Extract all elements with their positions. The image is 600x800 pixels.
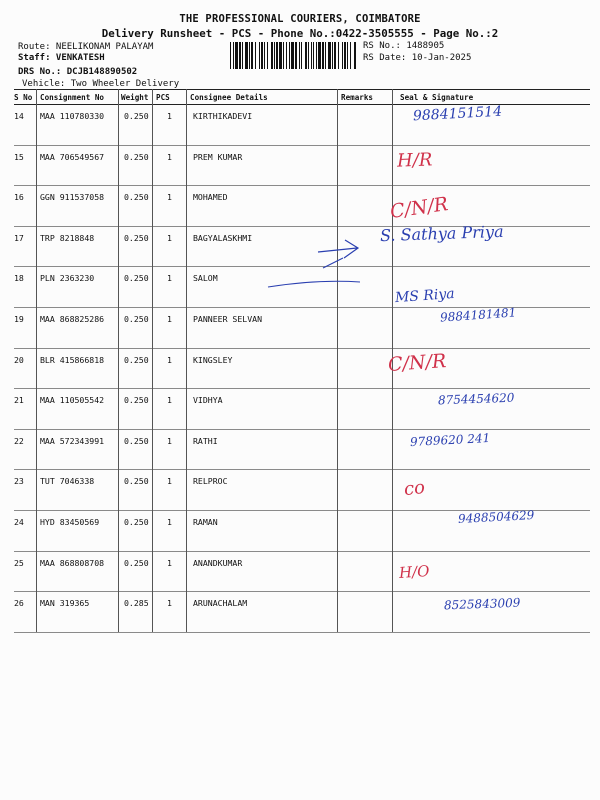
row-sno: 26 (14, 598, 24, 609)
col-sno: S No (14, 93, 33, 102)
row-consignment: TUT 7046338 (40, 476, 95, 487)
runsheet-subtitle: Delivery Runsheet - PCS - Phone No.:0422-3505555 - Page No.:2 (101, 27, 499, 40)
signature-mark: 8754454620 (437, 390, 515, 408)
row-pcs: 1 (167, 314, 172, 324)
row-consignee: BAGYALASKHMI (193, 232, 253, 243)
row-weight: 0.250 (124, 517, 149, 527)
row-pcs: 1 (167, 598, 172, 609)
staff-label: Staff: VENKATESH (18, 53, 105, 63)
col-remarks: Remarks (341, 93, 374, 102)
row-sno: 18 (14, 273, 24, 284)
row-consignment: MAN 319365 (40, 598, 90, 609)
row-consignee: RELPROC (193, 476, 228, 487)
row-sno: 17 (14, 232, 24, 243)
row-sno: 21 (14, 395, 24, 406)
col-seal: Seal & Signature (400, 93, 474, 102)
row-sno: 15 (14, 151, 24, 162)
signature-mark: 9884151514 (412, 103, 503, 125)
row-sno: 25 (14, 557, 24, 568)
col-weight: Weight (121, 93, 149, 102)
row-pcs: 1 (167, 111, 172, 121)
row-pcs: 1 (167, 476, 172, 487)
row-consignee: KINGSLEY (193, 354, 233, 365)
row-weight: 0.250 (124, 435, 149, 446)
row-weight: 0.250 (124, 476, 149, 487)
row-consignee: PREM KUMAR (193, 151, 243, 162)
drs-number: DRS No.: DCJB148890502 (18, 67, 138, 77)
company-title: THE PROFESSIONAL COURIERS, COIMBATORE (179, 13, 421, 25)
row-weight: 0.250 (124, 151, 149, 162)
row-consignee: PANNEER SELVAN (193, 314, 263, 324)
row-consignment: MAA 868825286 (40, 314, 105, 324)
row-consignee: VIDHYA (193, 395, 223, 406)
signature-mark: C/N/R (388, 193, 450, 223)
col-consignee: Consignee Details (190, 93, 268, 102)
row-pcs: 1 (167, 151, 172, 162)
row-weight: 0.250 (124, 232, 149, 243)
row-consignee: KIRTHIKADEVI (193, 111, 253, 121)
row-consignee: MOHAMED (193, 192, 228, 203)
row-weight: 0.250 (124, 273, 149, 284)
row-consignee: RATHI (193, 435, 218, 446)
row-consignment: BLR 415866818 (40, 354, 105, 365)
signature-mark: co (402, 476, 426, 501)
row-consignee: ANANDKUMAR (193, 557, 243, 568)
row-sno: 22 (14, 435, 24, 446)
row-sno: 16 (14, 192, 24, 203)
vehicle-label: Vehicle: Two Wheeler Delivery (22, 79, 180, 89)
signature-mark: H/O (398, 561, 431, 583)
col-pcs: PCS (156, 93, 170, 102)
row-sno: 19 (14, 314, 24, 324)
row-consignment: MAA 706549567 (40, 151, 105, 162)
rs-number: RS No.: 1488905 (363, 41, 445, 51)
row-weight: 0.250 (124, 395, 149, 406)
row-pcs: 1 (167, 192, 172, 203)
row-consignment: HYD 83450569 (40, 517, 100, 527)
row-consignment: MAA 572343991 (40, 435, 105, 446)
row-pcs: 1 (167, 517, 172, 527)
row-weight: 0.285 (124, 598, 149, 609)
row-consignee: RAMAN (193, 517, 218, 527)
row-pcs: 1 (167, 557, 172, 568)
row-pcs: 1 (167, 273, 172, 284)
row-sno: 14 (14, 111, 24, 121)
rs-date: RS Date: 10-Jan-2025 (363, 53, 472, 63)
row-consignee: SALOM (193, 273, 218, 284)
row-sno: 20 (14, 354, 24, 365)
row-weight: 0.250 (124, 354, 149, 365)
row-consignment: TRP 8218848 (40, 232, 95, 243)
row-weight: 0.250 (124, 111, 149, 121)
row-weight: 0.250 (124, 192, 149, 203)
row-weight: 0.250 (124, 314, 149, 324)
signature-mark: 9884181481 (439, 305, 517, 325)
signature-mark: 9789620 241 (409, 430, 491, 450)
row-consignment: GGN 911537058 (40, 192, 105, 203)
row-consignee: ARUNACHALAM (193, 598, 248, 609)
signature-mark: MS Riya (394, 285, 456, 307)
row-consignment: MAA 110505542 (40, 395, 105, 406)
row-consignment: PLN 2363230 (40, 273, 95, 284)
route-label: Route: NEELIKONAM PALAYAM (18, 42, 154, 52)
signature-mark: 9488504629 (457, 508, 535, 526)
row-consignment: MAA 868808708 (40, 557, 105, 568)
row-sno: 24 (14, 517, 24, 527)
row-consignment: MAA 110780330 (40, 111, 105, 121)
signature-mark: S. Sathya Priya (379, 221, 504, 246)
signature-mark: 8525843009 (443, 595, 521, 613)
row-sno: 23 (14, 476, 24, 487)
signature-mark: H/R (396, 149, 433, 172)
row-pcs: 1 (167, 435, 172, 446)
row-pcs: 1 (167, 395, 172, 406)
row-weight: 0.250 (124, 557, 149, 568)
col-consignment: Consignment No (40, 93, 105, 102)
signature-mark: C/N/R (387, 349, 447, 377)
row-pcs: 1 (167, 354, 172, 365)
row-pcs: 1 (167, 232, 172, 243)
